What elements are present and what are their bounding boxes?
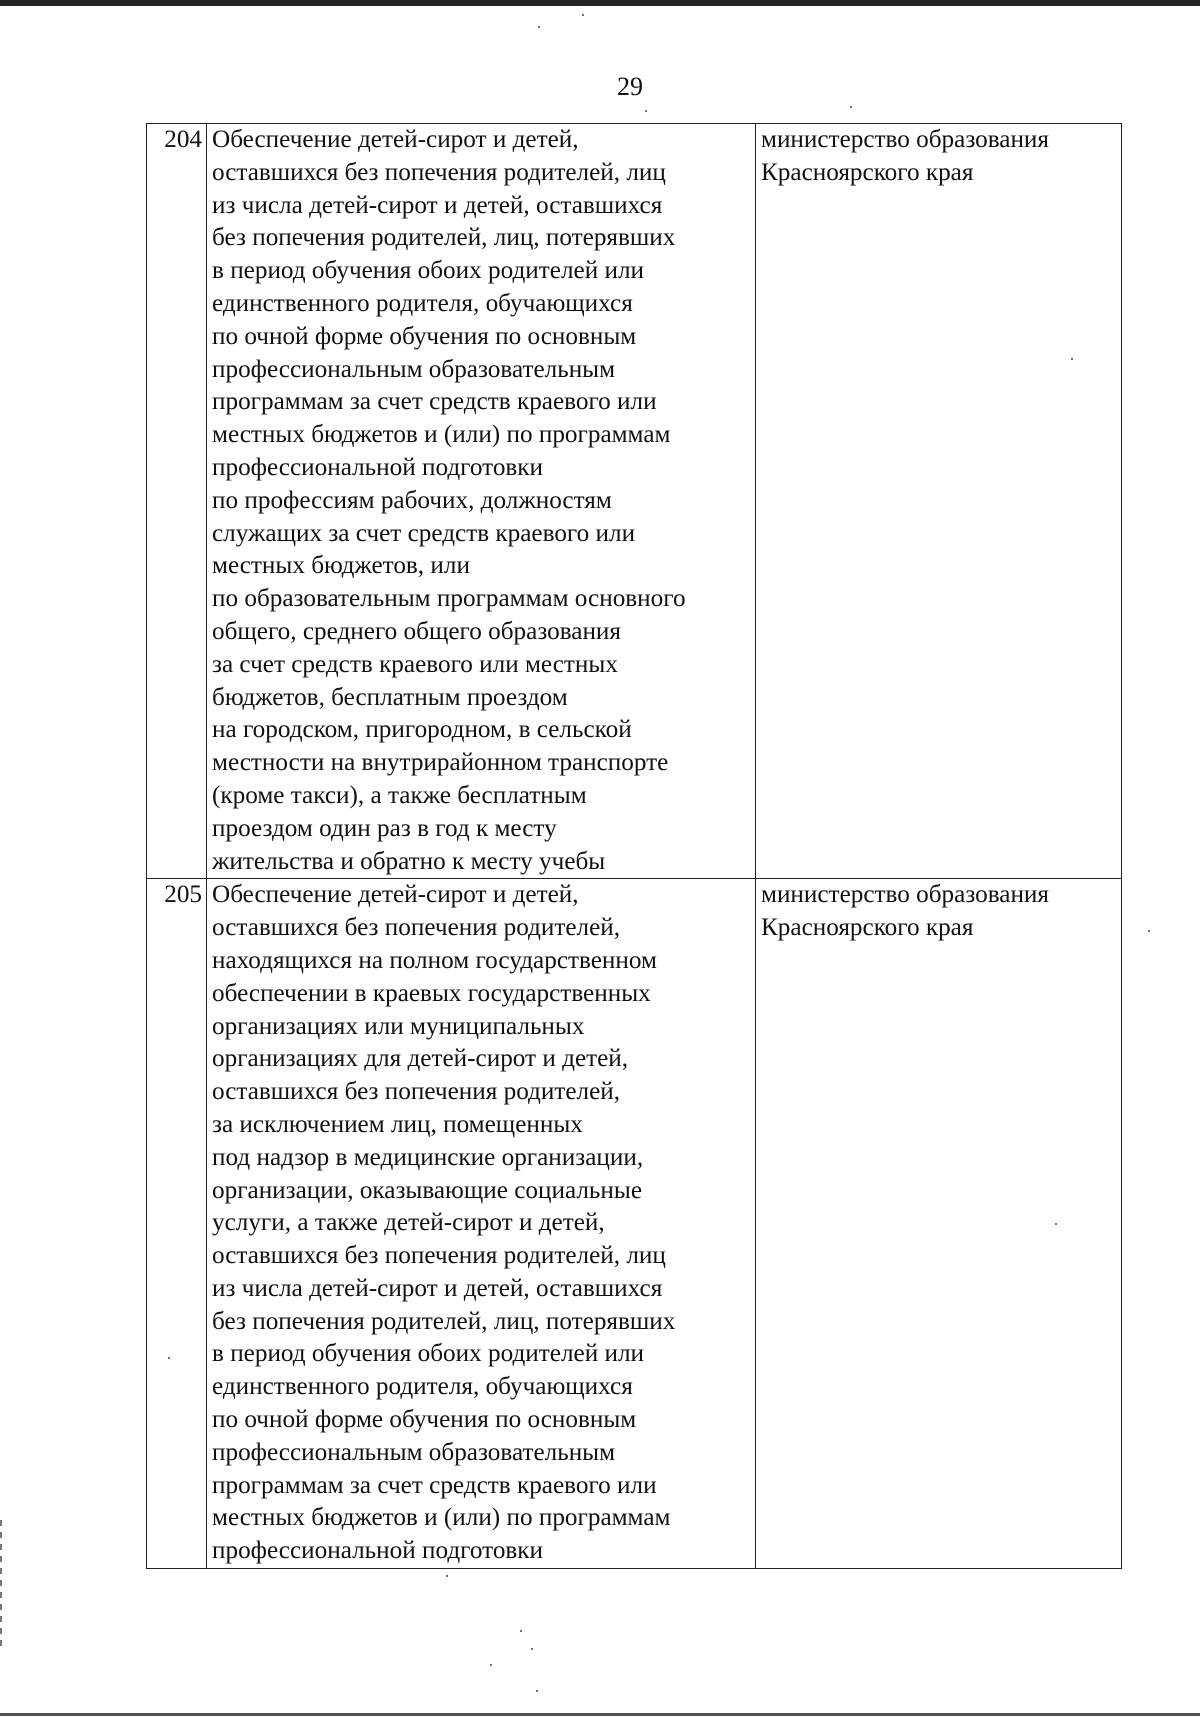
row-number: 205 (147, 879, 207, 1569)
scan-speck (1055, 1223, 1057, 1225)
description-line: программам за счет средств краевого или (212, 1471, 657, 1499)
description-line: по очной форме обучения по основным (212, 322, 637, 350)
description-line: по профессиям рабочих, должностям (212, 486, 612, 514)
description-line: оставшихся без попечения родителей, лиц (212, 1242, 666, 1270)
description-line: Обеспечение детей-сирот и детей, (212, 881, 579, 909)
row-description (207, 124, 756, 879)
organization-line: министерство образования (761, 881, 1049, 909)
description-line: без попечения родителей, лиц, потерявших (212, 224, 676, 252)
document-table (146, 123, 1122, 1569)
description-line: оставшихся без попечения родителей, (212, 1078, 621, 1106)
description-line: профессиональной подготовки (212, 1537, 544, 1565)
description-line: бюджетов, бесплатным проездом (212, 683, 568, 711)
description-line: единственного родителя, обучающихся (212, 1373, 633, 1401)
organization-line: министерство образования (761, 126, 1049, 153)
description-line: организациях или муниципальных (212, 1012, 585, 1040)
description-line: профессиональной подготовки (212, 453, 544, 481)
description-line: служащих за счет средств краевого или (212, 519, 636, 547)
description-line: оставшихся без попечения родителей, лиц (212, 158, 666, 186)
description-line: находящихся на полном государственном (212, 946, 657, 974)
scan-edge-mark (0, 1520, 2, 1650)
description-line: из числа детей-сирот и детей, оставшихся (212, 191, 663, 219)
description-line: за исключением лиц, помещенных (212, 1110, 583, 1138)
organization-line: Красноярского края (761, 158, 974, 186)
scan-speck (1148, 930, 1150, 932)
description-line: без попечения родителей, лиц, потерявших (212, 1307, 676, 1335)
description-line: по очной форме обучения по основным (212, 1406, 637, 1434)
description-line: в период обучения обоих родителей или (212, 257, 644, 285)
description-line: местных бюджетов и (или) по программам (212, 1504, 671, 1532)
row-organization (756, 879, 1122, 1569)
page-top-border (0, 0, 1200, 6)
description-line: программам за счет средств краевого или (212, 388, 657, 416)
scan-speck (850, 106, 852, 108)
scan-speck (538, 26, 540, 28)
scan-speck (531, 1648, 533, 1650)
scan-speck (168, 1357, 170, 1359)
page-bottom-border (0, 1713, 1200, 1716)
scan-speck (645, 110, 647, 112)
description-line: под надзор в медицинские организации, (212, 1143, 644, 1171)
description-line: услуги, а также детей-сирот и детей, (212, 1209, 605, 1237)
table-row (147, 124, 1122, 879)
scan-speck (582, 14, 584, 16)
description-line: (кроме такси), а также бесплатным (212, 781, 587, 809)
description-line: проездом один раз в год к месту (212, 814, 557, 842)
scan-speck (520, 1630, 522, 1632)
description-line: в период обучения обоих родителей или (212, 1340, 644, 1368)
page-number: 29 (617, 72, 643, 101)
description-line: за счет средств краевого или местных (212, 650, 618, 678)
organization-line: Красноярского края (761, 914, 974, 942)
row-description (207, 879, 756, 1569)
scan-speck (1071, 358, 1073, 360)
scan-speck (490, 1664, 492, 1666)
description-line: местных бюджетов, или (212, 552, 470, 580)
row-organization (756, 124, 1122, 879)
scan-speck (536, 1690, 538, 1692)
description-line: жительства и обратно к месту учебы (212, 847, 606, 875)
row-number: 204 (147, 124, 207, 879)
description-line: Обеспечение детей-сирот и детей, (212, 126, 579, 153)
description-line: организации, оказывающие социальные (212, 1176, 642, 1204)
description-line: единственного родителя, обучающихся (212, 289, 633, 317)
description-line: общего, среднего общего образования (212, 617, 622, 645)
description-line: из числа детей-сирот и детей, оставшихся (212, 1274, 663, 1302)
description-line: обеспечении в краевых государственных (212, 979, 651, 1007)
description-line: организациях для детей-сирот и детей, (212, 1045, 629, 1073)
scan-speck (446, 1575, 448, 1577)
description-line: профессиональным образовательным (212, 355, 616, 383)
description-line: оставшихся без попечения родителей, (212, 914, 621, 942)
description-line: профессиональным образовательным (212, 1438, 616, 1466)
description-line: местных бюджетов и (или) по программам (212, 421, 671, 449)
description-line: по образовательным программам основного (212, 585, 686, 613)
description-line: на городском, пригородном, в сельской (212, 716, 632, 744)
table-row (147, 879, 1122, 1569)
description-line: местности на внутрирайонном транспорте (212, 749, 669, 777)
